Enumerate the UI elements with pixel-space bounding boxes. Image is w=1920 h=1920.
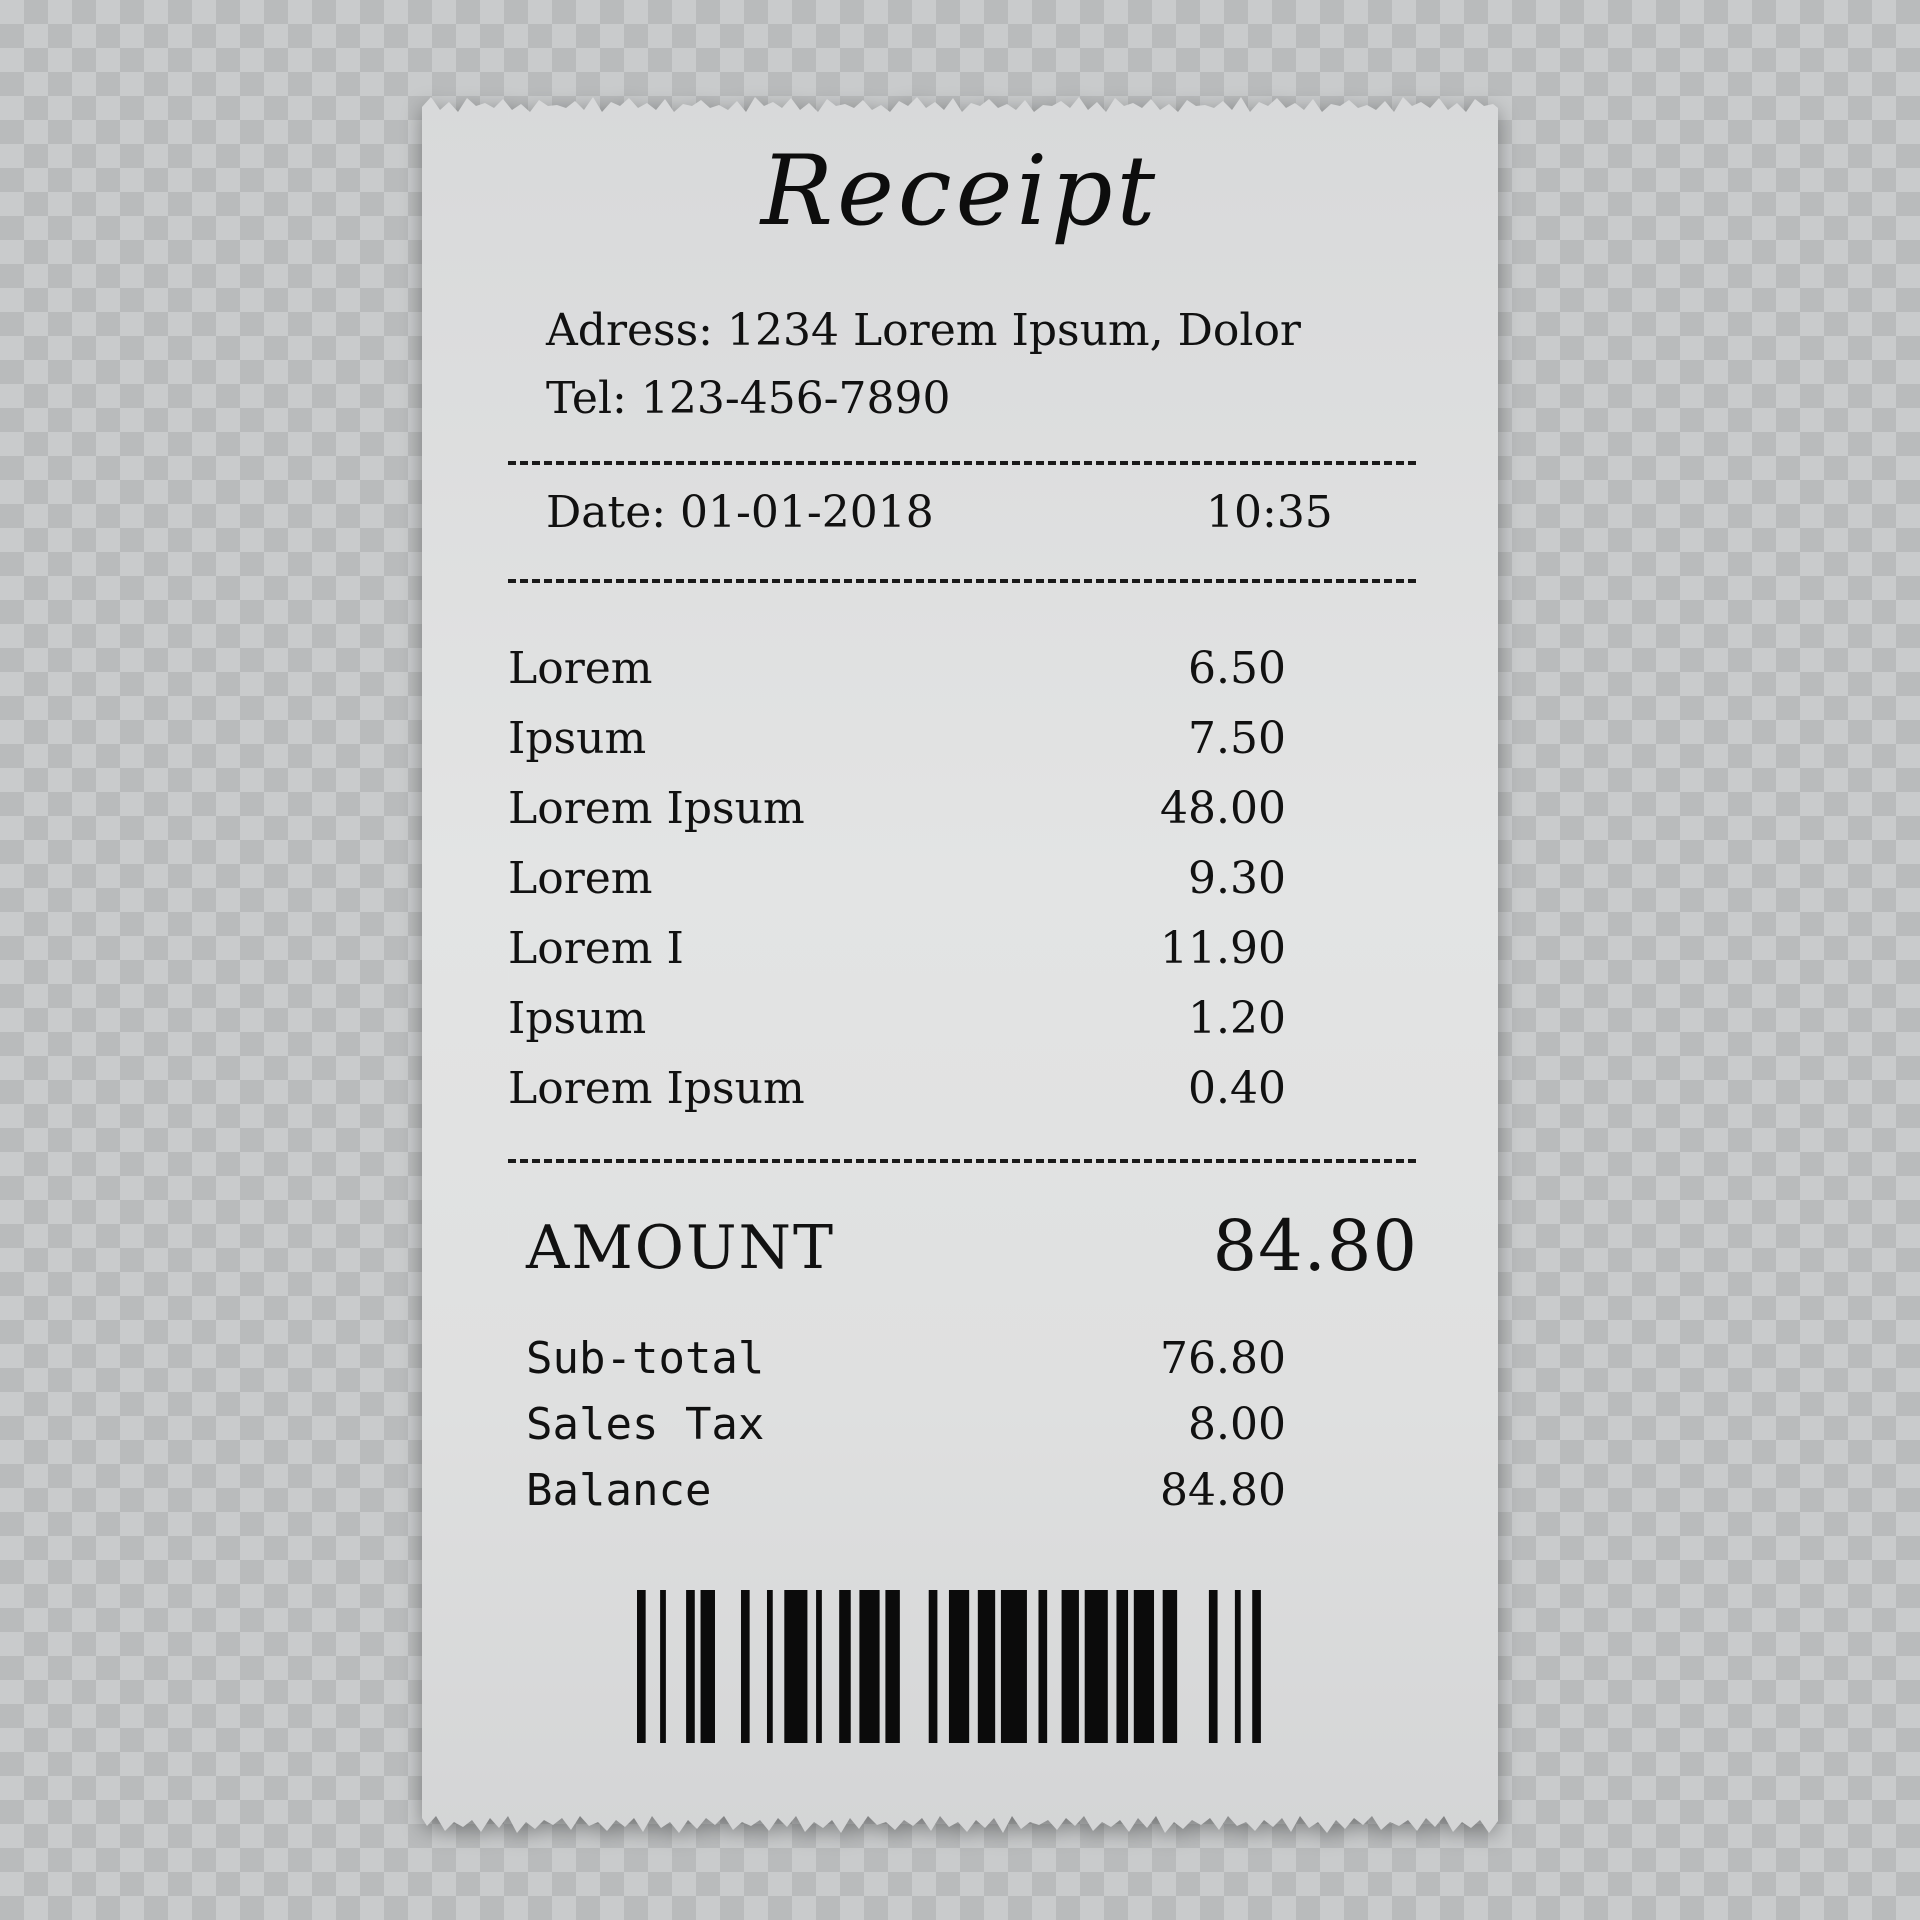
item-price: 6.50 bbox=[1188, 643, 1286, 694]
barcode-bar bbox=[839, 1590, 851, 1743]
barcode-bar bbox=[701, 1590, 715, 1743]
barcode-bar bbox=[784, 1590, 807, 1743]
barcode-bar bbox=[949, 1590, 969, 1743]
item-name: Lorem I bbox=[508, 923, 684, 974]
barcode-bar bbox=[741, 1590, 750, 1743]
list-item bbox=[508, 923, 1286, 993]
barcode-bar bbox=[686, 1590, 695, 1743]
list-item bbox=[508, 643, 1286, 713]
receipt-title: Receipt bbox=[760, 135, 1160, 247]
barcode-bar bbox=[929, 1590, 938, 1743]
barcode-bar bbox=[1209, 1590, 1218, 1743]
item-name: Lorem Ipsum bbox=[508, 783, 805, 834]
barcode-bar bbox=[1163, 1590, 1177, 1743]
barcode-bar bbox=[1134, 1590, 1154, 1743]
time-line: 10:35 bbox=[1206, 487, 1333, 538]
item-price: 0.40 bbox=[1188, 1063, 1286, 1114]
total-row-balance bbox=[526, 1465, 1286, 1531]
item-name: Lorem bbox=[508, 853, 653, 904]
barcode-bar bbox=[1001, 1590, 1027, 1743]
item-price: 48.00 bbox=[1160, 783, 1286, 834]
barcode-bar bbox=[1252, 1590, 1261, 1743]
list-item bbox=[508, 713, 1286, 783]
list-item bbox=[508, 993, 1286, 1063]
divider-2 bbox=[508, 579, 1416, 583]
item-name: Lorem bbox=[508, 643, 653, 694]
tel-line: Tel: 123-456-7890 bbox=[546, 373, 951, 424]
barcode bbox=[637, 1590, 1284, 1743]
subtotal-value: 76.80 bbox=[1160, 1333, 1286, 1384]
barcode-bar bbox=[637, 1590, 646, 1743]
item-name: Ipsum bbox=[508, 993, 647, 1044]
subtotal-label: Sub-total bbox=[526, 1333, 765, 1384]
item-name: Ipsum bbox=[508, 713, 647, 764]
receipt-paper bbox=[422, 95, 1498, 1835]
item-price: 7.50 bbox=[1188, 713, 1286, 764]
sales-tax-label: Sales Tax bbox=[526, 1399, 765, 1450]
barcode-bar bbox=[1038, 1590, 1047, 1743]
list-item bbox=[508, 853, 1286, 923]
barcode-bar bbox=[1116, 1590, 1128, 1743]
total-row-sales-tax bbox=[526, 1399, 1286, 1465]
barcode-bar bbox=[1062, 1590, 1079, 1743]
barcode-bar bbox=[816, 1590, 822, 1743]
amount-value: 84.80 bbox=[1212, 1205, 1418, 1287]
date-line: Date: 01-01-2018 bbox=[546, 487, 934, 538]
barcode-bar bbox=[1235, 1590, 1241, 1743]
barcode-bar bbox=[660, 1590, 666, 1743]
barcode-bar bbox=[1085, 1590, 1108, 1743]
total-row-subtotal bbox=[526, 1333, 1286, 1399]
item-price: 9.30 bbox=[1188, 853, 1286, 904]
barcode-bar bbox=[885, 1590, 899, 1743]
list-item bbox=[508, 783, 1286, 853]
divider-3 bbox=[508, 1159, 1416, 1163]
balance-label: Balance bbox=[526, 1465, 712, 1516]
divider-1 bbox=[508, 461, 1416, 465]
barcode-bar bbox=[859, 1590, 879, 1743]
balance-value: 84.80 bbox=[1160, 1465, 1286, 1516]
amount-label: AMOUNT bbox=[526, 1213, 836, 1283]
sales-tax-value: 8.00 bbox=[1188, 1399, 1286, 1450]
item-price: 1.20 bbox=[1188, 993, 1286, 1044]
item-price: 11.90 bbox=[1160, 923, 1286, 974]
list-item bbox=[508, 1063, 1286, 1133]
barcode-bar bbox=[767, 1590, 773, 1743]
barcode-bar bbox=[978, 1590, 995, 1743]
item-name: Lorem Ipsum bbox=[508, 1063, 805, 1114]
address-line: Adress: 1234 Lorem Ipsum, Dolor bbox=[546, 305, 1301, 356]
